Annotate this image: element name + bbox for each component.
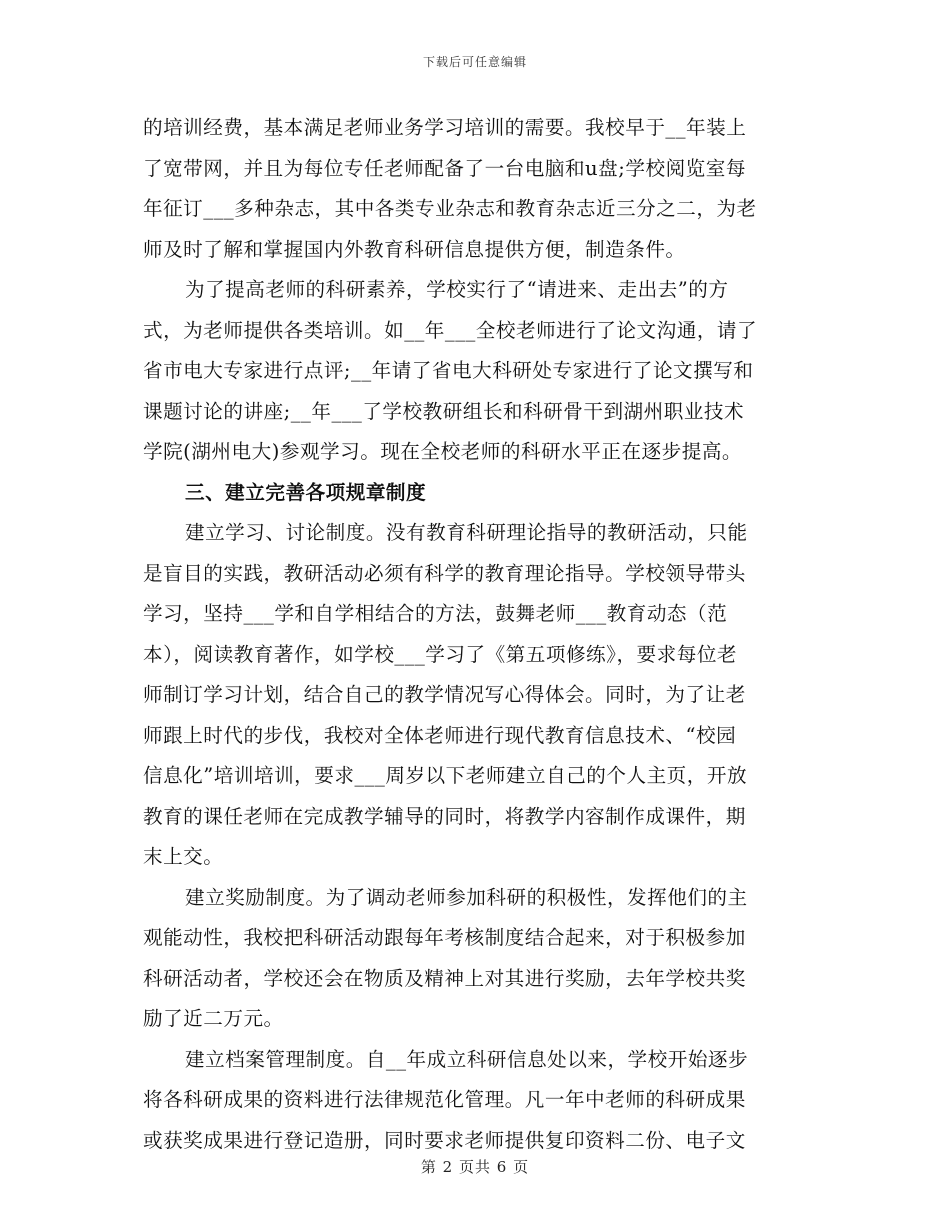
- paragraph-line: 建立奖励制度。为了调动老师参加科研的积极性，发挥他们的主: [185, 885, 748, 909]
- paragraph-line: 励了近二万元。: [143, 1007, 284, 1030]
- paragraph-line: 末上交。: [143, 845, 224, 868]
- paragraph-line: 观能动性，我校把科研活动跟每年考核制度结合起来，对于积极参加: [143, 926, 746, 949]
- paragraph-line: 了宽带网，并且为每位专任老师配备了一台电脑和u盘;学校阅览室每: [143, 156, 746, 180]
- paragraph-line: 省市电大专家进行点评;__年请了省电大科研处专家进行了论文撰写和: [143, 359, 754, 382]
- paragraph-line: 科研活动者，学校还会在物质及精神上对其进行奖励，去年学校共奖: [143, 966, 746, 990]
- paragraph-line: 式，为老师提供各类培训。如__年___全校老师进行了论文沟通，请了: [143, 318, 758, 342]
- paragraph-line: 课题讨论的讲座;__年___了学校教研组长和科研骨干到湖州职业技术: [143, 399, 745, 423]
- paragraph-line: 教育的课任老师在完成教学辅导的同时，将教学内容制作成课件，期: [143, 804, 746, 828]
- page-number: 第 2 页共 6 页: [420, 1158, 530, 1176]
- paragraph-line: 师及时了解和掌握国内外教育科研信息提供方便，制造条件。: [143, 237, 686, 261]
- paragraph-line: 年征订___多种杂志，其中各类专业杂志和教育杂志近三分之二，为老: [143, 197, 757, 220]
- paragraph-line: 建立学习、讨论制度。没有教育科研理论指导的教研活动，只能: [185, 521, 748, 544]
- paragraph-line: 或获奖成果进行登记造册，同时要求老师提供复印资料二份、电子文: [143, 1128, 746, 1152]
- paragraph-line: 学院(湖州电大)参观学习。现在全校老师的科研水平正在逐步提高。: [143, 440, 743, 463]
- paragraph-line: 本），阅读教育著作，如学校___学习了《第五项修练》，要求每位老: [143, 642, 738, 666]
- paragraph-line: 将各科研成果的资料进行法律规范化管理。凡一年中老师的科研成果: [143, 1088, 746, 1111]
- section-heading: 三、建立完善各项规章制度: [185, 480, 427, 504]
- paragraph-line: 为了提高老师的科研素养，学校实行了“请进来、走出去”的方: [185, 278, 729, 301]
- paragraph-line: 建立档案管理制度。自__年成立科研信息处以来，学校开始逐步: [185, 1047, 749, 1071]
- paragraph-line: 的培训经费，基本满足老师业务学习培训的需要。我校早于__年装上: [143, 116, 747, 139]
- paragraph-line: 是盲目的实践，教研活动必须有科学的教育理论指导。学校领导带头: [143, 561, 746, 585]
- header-note: 下载后可任意编辑: [422, 55, 527, 69]
- paragraph-line: 师跟上时代的步伐，我校对全体老师进行现代教育信息技术、“校园: [143, 723, 737, 747]
- paragraph-line: 信息化”培训培训，要求___周岁以下老师建立自己的个人主页，开放: [143, 764, 748, 787]
- paragraph-line: 学习，坚持___学和自学相结合的方法，鼓舞老师___教育动态（范: [143, 602, 728, 625]
- paragraph-line: 师制订学习计划，结合自己的教学情况写心得体会。同时，为了让老: [143, 683, 746, 706]
- document-body: [143, 108, 803, 1161]
